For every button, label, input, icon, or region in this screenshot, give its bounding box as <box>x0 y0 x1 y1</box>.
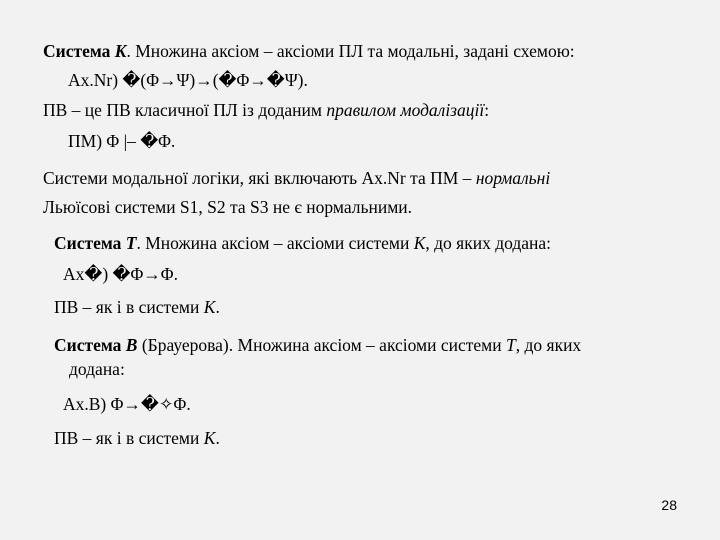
system-t-title: Система T. Множина аксіом – аксіоми системи K, до яких додана: <box>54 233 552 253</box>
system-k-pv: ПВ – це ПВ класичної ПЛ із доданим правилом модалізації: <box>43 100 490 120</box>
system-b-title-continuation: додана: <box>69 359 125 379</box>
normal-word: нормальні <box>475 168 551 188</box>
rule-pm: ПМ) Φ |– �Φ. <box>68 131 176 151</box>
system-b-title: Система B (Брауерова). Множина аксіом – аксіоми системи T, до яких <box>54 335 582 355</box>
system-k-label: Система K <box>43 41 127 61</box>
modalization-rule-name: правилом модалізації <box>326 100 485 120</box>
system-t-pv: ПВ – як і в системи K. <box>54 297 220 317</box>
axiom-nr: Ax.Nr) �(Φ→Ψ)→(�Φ→�Ψ). <box>68 70 308 90</box>
system-b-pv: ПВ – як і в системи K. <box>54 428 220 448</box>
page-number: 28 <box>661 497 677 513</box>
axiom-b: Ax.B) Φ→�✧Φ. <box>63 394 191 414</box>
system-k-title: Система K. Множина аксіом – аксіоми ПЛ та модальні, задані схемою: <box>43 41 575 61</box>
normal-systems-line-2: Льюїсові системи S1, S2 та S3 не є нормальними. <box>43 197 413 217</box>
normal-systems-line-1: Системи модальної логіки, які включають Ax.Nr та ПМ – нормальні <box>43 168 551 188</box>
axiom-t: Ax�) �Φ→Φ. <box>63 264 178 284</box>
system-b-label: Система B <box>54 335 138 355</box>
system-t-label: Система T <box>54 233 137 253</box>
